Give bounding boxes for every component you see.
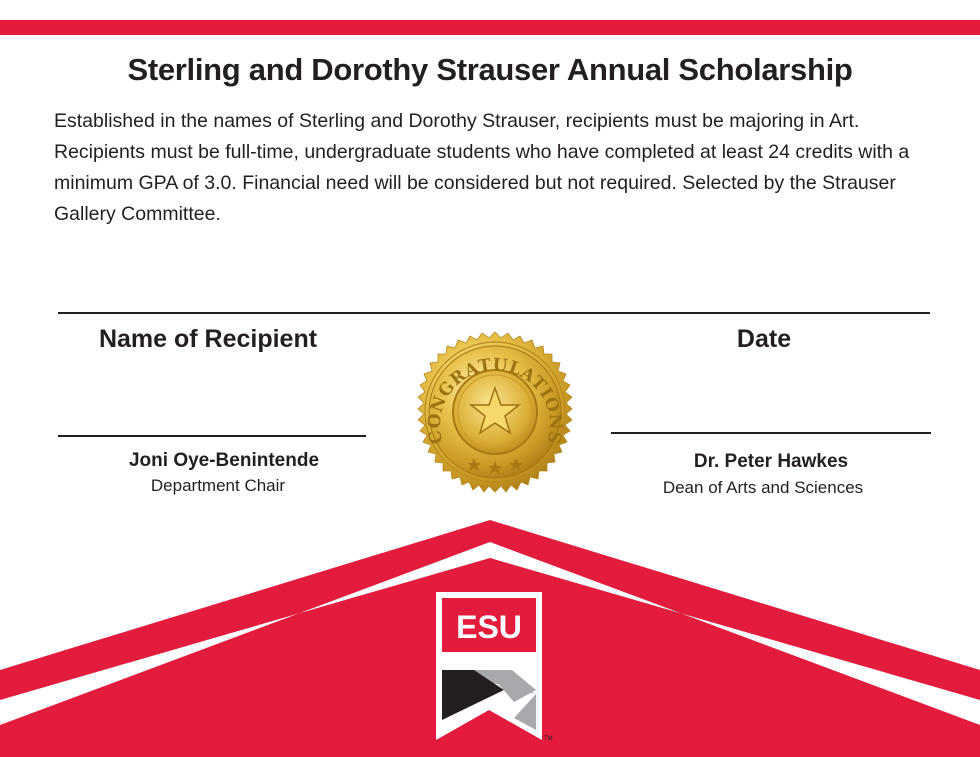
signature-line-right <box>611 432 931 434</box>
seal-text: CONGRATULATIONS <box>424 354 566 446</box>
date-label: Date <box>736 325 792 353</box>
logo-text: ESU <box>456 609 522 645</box>
certificate-description: Established in the names of Sterling and Dorothy Strauser, recipients must be majoring in Art. Recipients must be full-time, undergraduate students who have completed at least 24 credits with a minimum GPA of 3.0. Financial need will be considered but not required. Selected by the Strauser Gallery Committee. <box>54 110 910 225</box>
signature-name-right: Dr. Peter Hawkes <box>693 451 849 472</box>
signature-title-left: Department Chair <box>150 476 286 495</box>
signature-line-left <box>58 435 366 437</box>
signature-title-right: Dean of Arts and Sciences <box>662 478 864 497</box>
recipient-label: Name of Recipient <box>98 325 318 353</box>
certificate-title: Sterling and Dorothy Strauser Annual Scholarship <box>127 52 853 87</box>
gold-seal-icon <box>402 330 588 516</box>
top-red-bar <box>0 20 980 35</box>
recipient-date-line <box>58 312 930 314</box>
signature-name-left: Joni Oye-Benintende <box>128 450 320 471</box>
logo-trademark: TM <box>544 736 553 742</box>
esu-logo-icon <box>434 590 553 746</box>
